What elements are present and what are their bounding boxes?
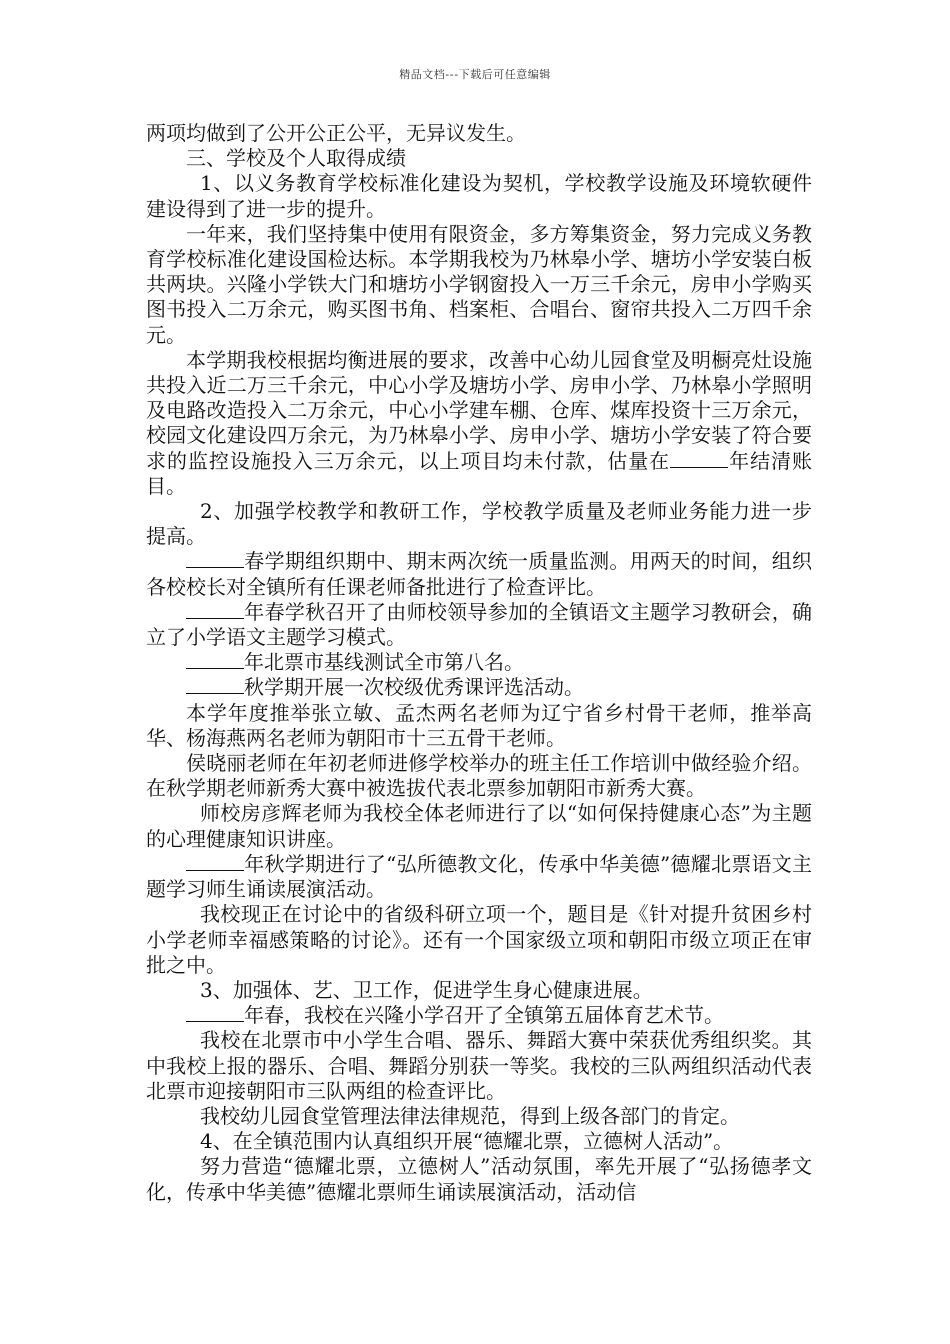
paragraph-text: 年春学秋召开了由师校领导参加的全镇语文主题学习教研会，确立了小学语文主题学习模式。 — [146, 599, 812, 650]
paragraph: 我校现正在讨论中的省级科研立项一个，题目是《针对提升贫困乡村小学老师幸福感策略的讨论》。还有一个国家级立项和朝阳市级立项正在审批之中。 — [146, 902, 812, 977]
paragraph: 师校房彦辉老师为我校全体老师进行了以“如何保持健康心态”为主题的心理健康知识讲座。 — [146, 801, 812, 851]
page-header: 精品文档---下载后可任意编辑 — [399, 68, 551, 81]
subsection-heading: 3、加强体、艺、卫工作，促进学生身心健康进展。 — [200, 977, 653, 1002]
paragraph-text: 年北票市基线测试全市第八名。 — [244, 650, 524, 675]
paragraph — [146, 852, 812, 902]
paragraph — [146, 348, 812, 499]
blank-underline — [670, 451, 728, 468]
blank-underline — [186, 1005, 244, 1022]
paragraph-text: 秋学期开展一次校级优秀课评选活动。 — [244, 675, 584, 700]
document-body — [146, 121, 812, 1205]
paragraph-text: 年春，我校在兴隆小学召开了全镇第五届体育艺术节。 — [244, 1003, 724, 1028]
section-heading: 三、学校及个人取得成绩 — [186, 146, 406, 171]
paragraph: 一年来，我们坚持集中使用有限资金，多方筹集资金，努力完成义务教育学校标准化建设国检达标。本学期我校为乃林皋小学、塘坊小学安装白板共两块。兴隆小学铁大门和塘坊小学钢窗投入一万三千余元，房申小学购买图书投入二万余元，购买图书角、档案柜、合唱台、窗帘共投入二万四千余元。 — [146, 221, 812, 347]
paragraph: 本学年度推举张立敏、孟杰两名老师为辽宁省乡村骨干老师，推举高华、杨海燕两名老师为朝阳市十三五骨干老师。 — [146, 700, 812, 750]
blank-underline — [186, 854, 244, 871]
paragraph-text: 年结清账目。 — [146, 448, 813, 498]
paragraph: 我校幼儿园食堂管理法律法律规范，得到上级各部门的肯定。 — [200, 1103, 740, 1128]
paragraph: 我校在北票市中小学生合唱、器乐、舞蹈大赛中荣获优秀组织奖。其中我校上报的器乐、合唱、舞蹈分别获一等奖。我校的三队两组织活动代表北票市迎接朝阳市三队两组的检查评比。 — [146, 1028, 812, 1103]
paragraph — [146, 549, 812, 599]
paragraph-text: 本学期我校根据均衡进展的要求，改善中心幼儿园食堂及明橱亮灶设施共投入近二万三千余元，中心小学及塘坊小学、房申小学、乃林皋小学照明及电路改造投入二万余元，中心小学建车棚、仓库、煤库投资十三万余元，校园文化建设四万余元，为乃林皋小学、房申小学、塘坊小学安装了符合要求的监控设施投入三万余元，以上项目均未付款，估量在 — [146, 347, 812, 473]
paragraph-text: 春学期组织期中、期末两次统一质量监测。用两天的时间，组织各校校长对全镇所有任课老师备批进行了检查评比。 — [146, 549, 812, 599]
paragraph — [146, 650, 812, 675]
paragraph: 努力营造“德耀北票，立德树人”活动氛围，率先开展了“弘扬德孝文化，传承中华美德”德耀北票师生诵读展演活动，活动信 — [146, 1154, 812, 1204]
paragraph — [146, 600, 812, 650]
subsection-heading: 2、加强学校教学和教研工作，学校教学质量及老师业务能力进一步提高。 — [146, 499, 812, 549]
paragraph-text: 年秋学期进行了“弘所德教文化，传承中华美德”德耀北票语文主题学习师生诵读展演活动。 — [146, 851, 812, 902]
paragraph: 侯晓丽老师在年初老师进修学校举办的班主任工作培训中做经验介绍。在秋学期老师新秀大赛中被选拔代表北票参加朝阳市新秀大赛。 — [146, 751, 812, 801]
blank-underline — [186, 652, 244, 669]
blank-underline — [186, 551, 244, 568]
blank-underline — [186, 602, 244, 619]
paragraph: 两项均做到了公开公正公平，无异议发生。 — [146, 121, 526, 145]
paragraph — [146, 675, 812, 700]
subsection-heading: 1、以义务教育学校标准化建设为契机，学校教学设施及环境软硬件建设得到了进一步的提升。 — [146, 171, 812, 221]
blank-underline — [186, 677, 244, 694]
paragraph — [146, 1003, 812, 1028]
subsection-heading: 4、在全镇范围内认真组织开展“德耀北票，立德树人活动”。 — [200, 1129, 734, 1154]
